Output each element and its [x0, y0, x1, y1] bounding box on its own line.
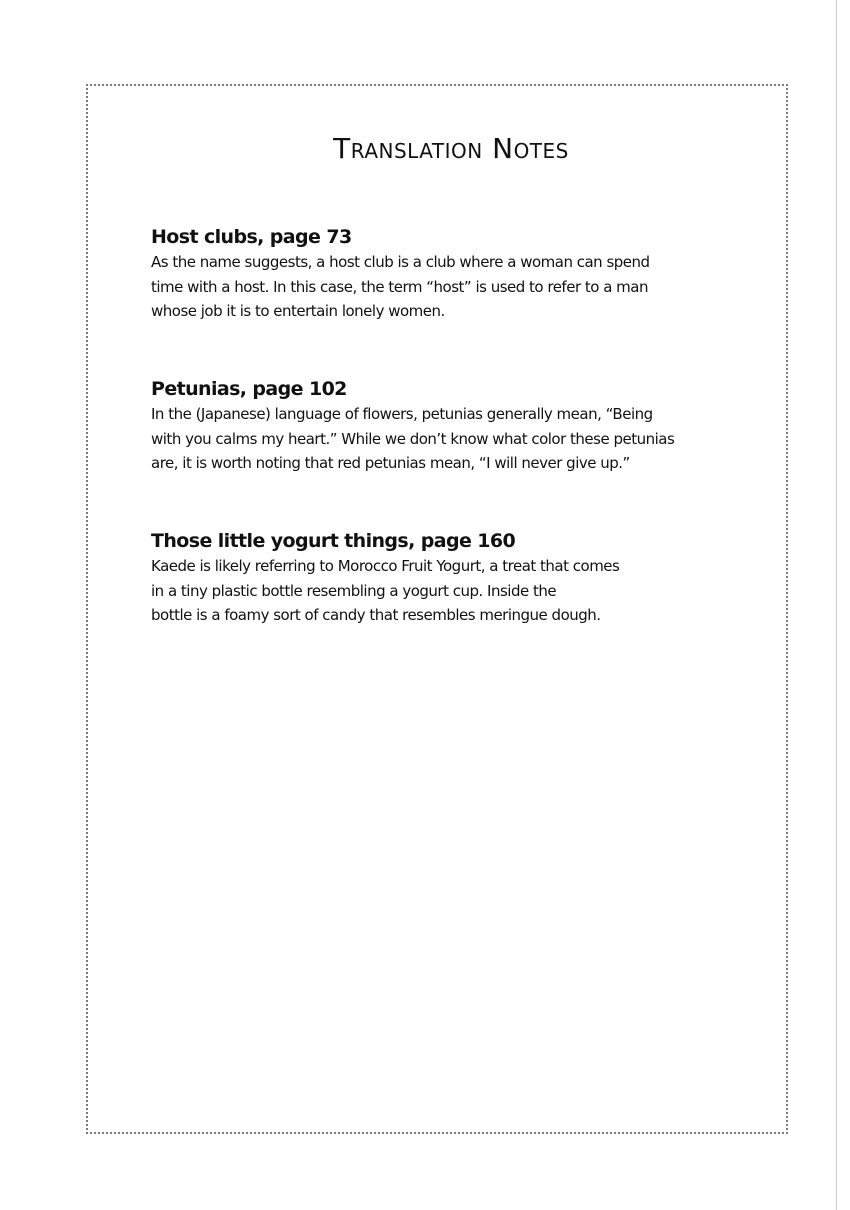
note-line: Kaede is likely referring to Morocco Fruit Yogurt, a treat that comes	[151, 557, 620, 575]
note-line: in a tiny plastic bottle resembling a yogurt cup. Inside the	[151, 581, 557, 600]
note-body	[151, 250, 711, 324]
note-heading: Petunias, page 102	[151, 378, 347, 400]
note-body	[151, 554, 711, 628]
note-line: time with a host. In this case, the term “host” is used to refer to a man	[151, 277, 648, 296]
note-heading: Those little yogurt things, page 160	[151, 530, 516, 552]
note-line: As the name suggests, a host club is a club where a woman can spend	[151, 253, 650, 271]
note-petunias	[151, 376, 711, 476]
note-line: with you calms my heart.” While we don’t know what color these petunias	[151, 429, 675, 448]
page-edge-line	[836, 0, 837, 1210]
note-line: are, it is worth noting that red petunias mean, “I will never give up.”	[151, 454, 630, 472]
note-body	[151, 402, 711, 476]
page-title: Translation Notes	[333, 132, 569, 165]
note-line: bottle is a foamy sort of candy that resembles meringue dough.	[151, 606, 601, 624]
note-host-clubs	[151, 224, 711, 324]
note-line: whose job it is to entertain lonely women.	[151, 302, 445, 320]
note-heading: Host clubs, page 73	[151, 226, 352, 248]
note-yogurt-things	[151, 528, 711, 628]
note-line: In the (Japanese) language of flowers, petunias generally mean, “Being	[151, 405, 653, 423]
